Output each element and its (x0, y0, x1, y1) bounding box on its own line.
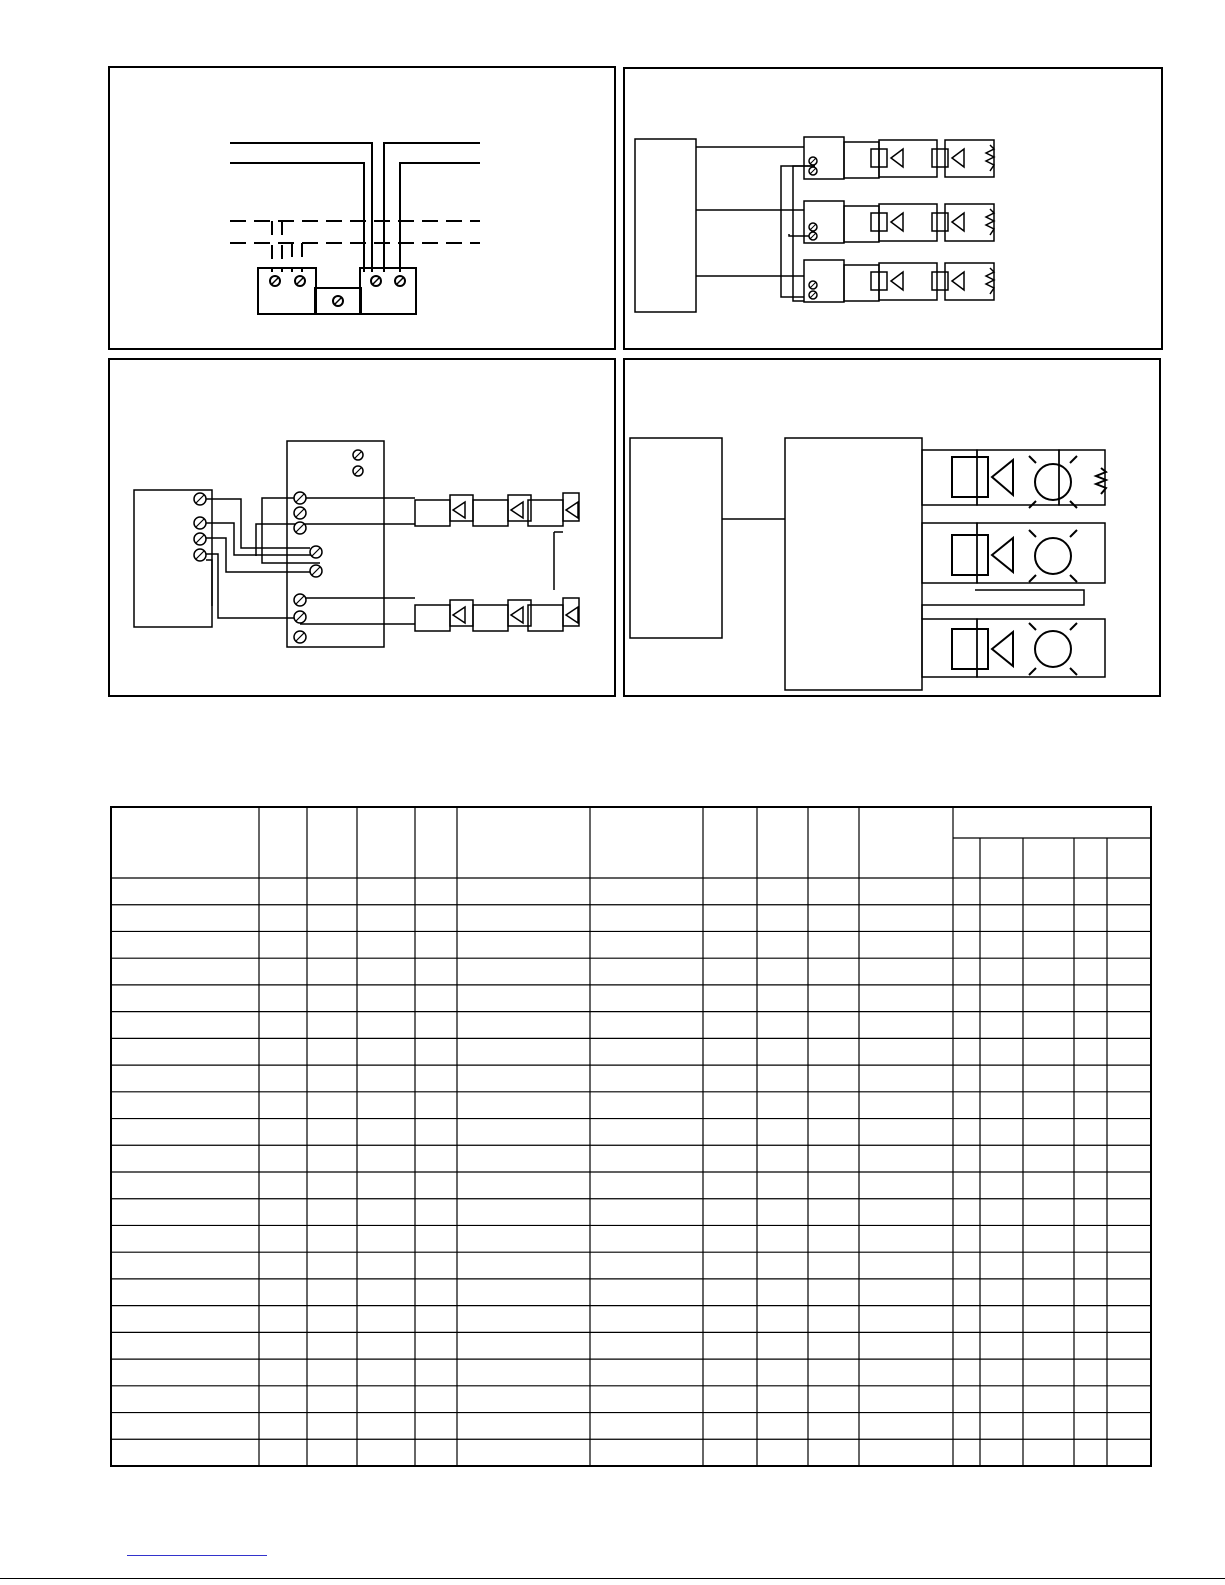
detector-symbols (952, 457, 1106, 669)
wiring-diagram-two-strings (108, 358, 616, 697)
two-strings-drawing (110, 360, 614, 695)
wiring-diagram-terminal-block (108, 66, 616, 350)
wiring-diagram-indicator-lamps (623, 358, 1161, 697)
three-circuits-drawing (625, 69, 1161, 348)
table-border (111, 807, 1151, 1466)
terminal-block-drawing (110, 68, 614, 348)
detector-symbols (871, 145, 994, 294)
schedule-table (110, 806, 1152, 1467)
schedule-table-grid (110, 806, 1152, 1467)
page-bottom-rule (0, 1578, 1225, 1579)
indicator-lamp-icons (1029, 456, 1077, 675)
wiring-diagram-three-circuits (623, 67, 1163, 350)
footer-link-underline[interactable] (127, 1555, 267, 1556)
indicator-lamps-drawing (625, 360, 1159, 695)
